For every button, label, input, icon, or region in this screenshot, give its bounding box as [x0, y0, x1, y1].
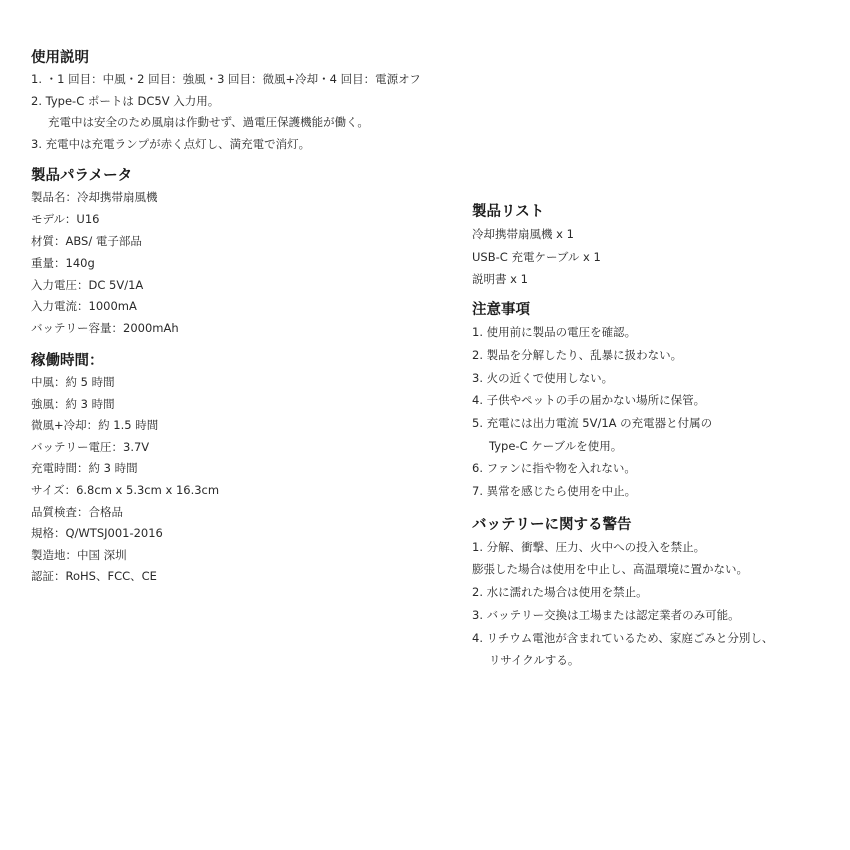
runtime-standard: 規格：Q/WTSJ001-2016	[31, 526, 163, 541]
usage-heading: 使用説明	[31, 50, 89, 66]
product-list-heading: 製品リスト	[472, 204, 545, 220]
param-weight: 重量：140g	[31, 255, 95, 270]
cautions-section	[472, 299, 842, 503]
runtime-size: サイズ：6.8cm x 5.3cm x 16.3cm	[31, 482, 220, 497]
usage-section	[31, 47, 431, 155]
usage-line-2-cont: 充電中は安全のため風扇は作動せず、過電圧保護機能が働く。	[48, 115, 369, 130]
battery-warning-heading: バッテリーに関する警告	[472, 516, 632, 533]
caution-item: 2. 製品を分解したり、乱暴に扱わない。	[472, 347, 683, 362]
battery-warning-item-cont: 膨張した場合は使用を中止し、高温環境に置かない。	[472, 562, 748, 577]
left-column	[31, 47, 431, 588]
caution-item: 4. 子供やペットの手の届かない場所に保管。	[472, 393, 706, 408]
param-input-voltage: 入力電圧：DC 5V/1A	[31, 277, 144, 292]
runtime-section	[31, 350, 431, 588]
runtime-battery-voltage: バッテリー電圧：3.7V	[31, 439, 150, 454]
right-column	[472, 201, 842, 672]
runtime-strong: 強風：約 3 時間	[31, 396, 115, 411]
runtime-heading: 稼働時間：	[31, 352, 104, 369]
runtime-medium: 中風：約 5 時間	[31, 374, 115, 389]
battery-warning-item-cont: リサイクルする。	[489, 653, 580, 668]
product-list-item: USB-C 充電ケーブル x 1	[472, 249, 601, 264]
params-section	[31, 165, 431, 340]
runtime-origin: 製造地：中国 深圳	[31, 547, 127, 562]
battery-warning-item: 4. リチウム電池が含まれているため、家庭ごみと分別し、	[472, 630, 774, 645]
product-list-item: 説明書 x 1	[472, 272, 528, 287]
caution-item: 6. ファンに指や物を入れない。	[472, 461, 636, 476]
param-input-current: 入力電流：1000mA	[31, 299, 137, 314]
runtime-weak-cooling: 微風+冷却：約 1.5 時間	[31, 418, 159, 433]
runtime-quality: 品質検査：合格品	[31, 504, 123, 519]
caution-item: 5. 充電には出力電流 5V/1A の充電器と付属の	[472, 415, 713, 430]
usage-line-2: 2. Type-C ポートは DC5V 入力用。	[31, 93, 220, 108]
param-product-name: 製品名：冷却携帯扇風機	[31, 190, 158, 205]
caution-item: 7. 異常を感じたら使用を中止。	[472, 484, 637, 499]
params-heading: 製品パラメータ	[31, 168, 133, 185]
battery-warning-item: 1. 分解、衝撃、圧力、火中への投入を禁止。	[472, 539, 706, 554]
param-model: モデル：U16	[31, 212, 100, 227]
battery-warning-section	[472, 514, 842, 672]
caution-item-cont: Type-C ケーブルを使用。	[489, 438, 623, 453]
caution-item: 1. 使用前に製品の電圧を確認。	[472, 325, 637, 340]
runtime-certification: 認証：RoHS、FCC、CE	[31, 569, 157, 584]
param-battery-capacity: バッテリー容量：2000mAh	[31, 321, 179, 336]
caution-item: 3. 火の近くで使用しない。	[472, 370, 614, 385]
product-list-section	[472, 201, 842, 291]
product-list-item: 冷却携帯扇風機 x 1	[472, 227, 574, 241]
usage-line-1: 1. ・1 回目：中風・2 回目：強風・3 回目：微風+冷却・4 回目：電源オフ	[31, 72, 421, 86]
cautions-heading: 注意事項	[472, 302, 530, 319]
battery-warning-item: 3. バッテリー交換は工場または認定業者のみ可能。	[472, 607, 740, 622]
runtime-charge-time: 充電時間：約 3 時間	[31, 461, 138, 476]
usage-line-3: 3. 充電中は充電ランプが赤く点灯し、満充電で消灯。	[31, 136, 311, 151]
battery-warning-item: 2. 水に濡れた場合は使用を禁止。	[472, 585, 648, 600]
param-material: 材質：ABS/ 電子部品	[31, 233, 142, 248]
